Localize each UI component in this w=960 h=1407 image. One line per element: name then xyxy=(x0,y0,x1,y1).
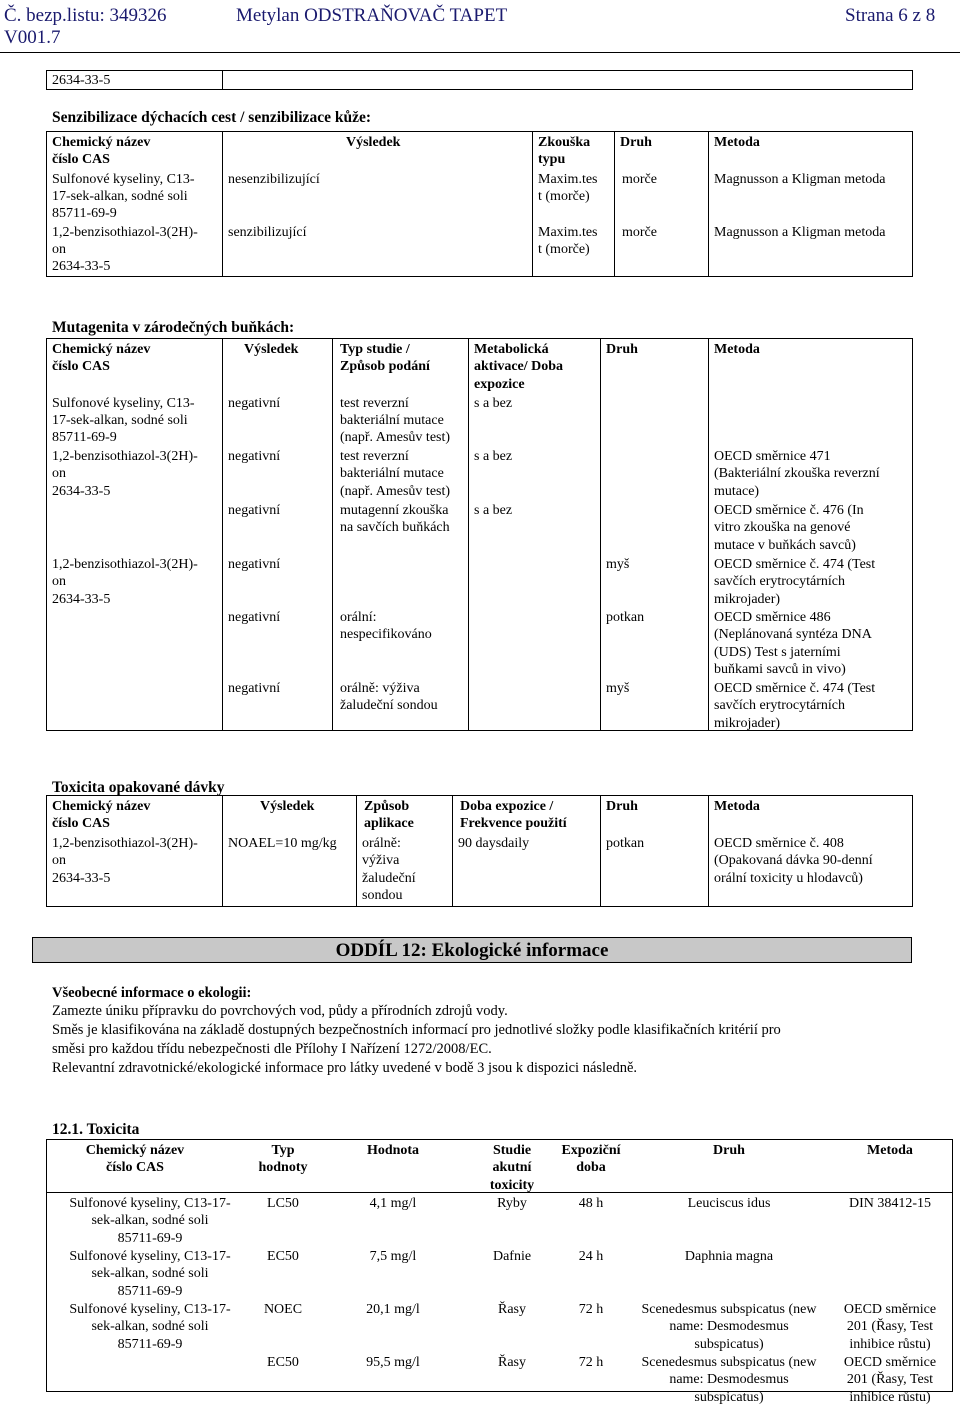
rep-name2: on xyxy=(52,853,66,868)
tox-r2-name: Sulfonové kyseliny, C13-17- xyxy=(69,1249,231,1264)
rep-route: orálně: xyxy=(362,836,401,851)
sens-row2-cas: 2634-33-5 xyxy=(52,259,111,274)
sens-row2-species: morče xyxy=(622,225,657,240)
mut-r6-method2: savčích erytrocytárních xyxy=(714,698,845,713)
mut-r2-study: test reverzní xyxy=(340,449,409,464)
mut-r5-study: orální: xyxy=(340,610,377,625)
tox-r3-value: 20,1 mg/l xyxy=(366,1302,420,1317)
sensitization-title: Senzibilizace dýchacích cest / senzibilizace kůže: xyxy=(52,109,371,126)
tox-r1-name2: sek-alkan, sodné soli xyxy=(91,1213,209,1228)
mut-r6-species: myš xyxy=(606,681,630,696)
mut-r6-study2: žaludeční sondou xyxy=(340,698,438,713)
rep-dur: 90 daysdaily xyxy=(458,836,530,851)
tox-r4-type: EC50 xyxy=(267,1355,299,1370)
page-number: Strana 6 z 8 xyxy=(845,5,936,26)
rep-species: potkan xyxy=(606,836,645,851)
mut-r6-result: negativní xyxy=(228,681,281,696)
tox-r3-method2: 201 (Řasy, Test xyxy=(846,1319,934,1334)
mut-header-method: Metoda xyxy=(714,342,760,357)
rep-header-dur2: Frekvence použití xyxy=(460,816,567,831)
mut-cas-c: 2634-33-5 xyxy=(52,592,111,607)
mut-r3-study: mutagenní zkouška xyxy=(340,503,449,518)
sens-row1-test: Maxim.tes xyxy=(538,172,598,187)
mut-r6-study: orálně: výživa xyxy=(340,681,420,696)
mut-cas-b: 2634-33-5 xyxy=(52,484,111,499)
mut-header-meta3: expozice xyxy=(474,377,525,392)
mut-r1-result: negativní xyxy=(228,396,281,411)
tox-h-type: Typ xyxy=(271,1143,295,1158)
mut-header-meta: Metabolická xyxy=(474,342,549,357)
mut-r4-result: negativní xyxy=(228,557,281,572)
eco-general-title: Všeobecné informace o ekologii: xyxy=(52,985,252,1001)
product-name: Metylan ODSTRAŇOVAČ TAPET xyxy=(236,5,508,26)
mut-cas-a: 85711-69-9 xyxy=(52,430,117,445)
mut-r3-study2: na savčích buňkách xyxy=(340,520,450,535)
mut-r5-method2: (Neplánovaná syntéza DNA xyxy=(714,627,872,642)
tox-r1-cas: 85711-69-9 xyxy=(117,1231,183,1246)
mut-r2-method2: (Bakteriální zkouška reverzní xyxy=(714,466,880,481)
tox-r3-method3: inhibice růstu) xyxy=(849,1337,931,1352)
tox-r1-type: LC50 xyxy=(267,1196,299,1211)
mut-r6-method3: mikrojader) xyxy=(714,716,781,731)
mut-r5-species: potkan xyxy=(606,610,645,625)
tox-r1-name: Sulfonové kyseliny, C13-17- xyxy=(69,1196,231,1211)
rep-route2: výživa xyxy=(362,853,400,868)
mut-header-study: Typ studie / xyxy=(340,342,410,357)
tox-r3-exp: 72 h xyxy=(578,1302,604,1317)
sens-header-species: Druh xyxy=(620,135,652,150)
rep-method3: orální toxicity u hlodavců) xyxy=(714,871,863,886)
rep-header-route: Způsob xyxy=(364,799,410,814)
rep-header-cas: číslo CAS xyxy=(52,816,110,831)
sens-header-method: Metoda xyxy=(714,135,760,150)
eco-line-4: Relevantní zdravotnické/ekologické informace pro látky uvedené v bodě 3 jsou k dispozici následně. xyxy=(52,1060,638,1076)
sens-header-name: Chemický název xyxy=(52,135,151,150)
mut-r3-method2: vitro zkouška na genové xyxy=(714,520,851,535)
mut-r3-meta: s a bez xyxy=(474,503,513,518)
header-divider xyxy=(0,52,960,53)
section12-bar xyxy=(32,937,912,963)
tox-r1-value: 4,1 mg/l xyxy=(369,1196,417,1211)
tox-h-study: Studie xyxy=(492,1143,532,1158)
mut-name-a2: 17-sek-alkan, sodné soli xyxy=(52,413,188,428)
sens-header-result: Výsledek xyxy=(346,135,401,150)
mut-name-b: 1,2-benzisothiazol-3(2H)- xyxy=(52,449,198,464)
tox-r4-species3: subspicatus) xyxy=(694,1390,764,1405)
tox-h-cas: číslo CAS xyxy=(106,1160,164,1175)
mut-name-c2: on xyxy=(52,574,66,589)
eco-line-2: Směs je klasifikována na základě dostupných bezpečnostních informací pro jednotlivé složky podle klasifikačních kritérií pro xyxy=(52,1022,781,1038)
tox-h-exp: Expoziční xyxy=(561,1143,621,1158)
sens-row2-name: 1,2-benzisothiazol-3(2H)- xyxy=(52,225,198,240)
mut-r1-study2: bakteriální mutace xyxy=(340,413,444,428)
tox-r4-method2: 201 (Řasy, Test xyxy=(846,1372,934,1387)
rep-header-result: Výsledek xyxy=(260,799,315,814)
tox-r4-species2: name: Desmodesmus xyxy=(669,1372,789,1387)
tox-r3-cas: 85711-69-9 xyxy=(117,1337,183,1352)
mut-name-b2: on xyxy=(52,466,66,481)
sens-row1-result: nesenzibilizující xyxy=(228,172,320,187)
rep-header-route2: aplikace xyxy=(364,816,414,831)
tox-r3-species: Scenedesmus subspicatus (new xyxy=(641,1302,817,1317)
rep-header-method: Metoda xyxy=(714,799,760,814)
tox-h-method: Metoda xyxy=(867,1143,913,1158)
rep-route3: žaludeční xyxy=(362,871,416,886)
mut-header-study2: Způsob podání xyxy=(340,359,430,374)
tox-r3-name: Sulfonové kyseliny, C13-17- xyxy=(69,1302,231,1317)
rep-header-name: Chemický název xyxy=(52,799,151,814)
sens-row2-result: senzibilizující xyxy=(228,225,307,240)
mut-r5-method3: (UDS) Test s jaterními xyxy=(714,645,841,660)
sds-number: Č. bezp.listu: 349326 xyxy=(4,5,167,26)
tox-r1-exp: 48 h xyxy=(578,1196,604,1211)
rep-cas: 2634-33-5 xyxy=(52,871,111,886)
tox-r2-value: 7,5 mg/l xyxy=(369,1249,417,1264)
mut-r4-method3: mikrojader) xyxy=(714,592,781,607)
tox-r4-method3: inhibice růstu) xyxy=(849,1390,931,1405)
version: V001.7 xyxy=(4,27,61,48)
tox-r1-study: Ryby xyxy=(497,1196,527,1211)
mut-r2-study3: (např. Amesův test) xyxy=(340,484,451,499)
continuation-row xyxy=(46,70,913,90)
sens-row1-cas: 85711-69-9 xyxy=(52,206,117,221)
tox-r2-name2: sek-alkan, sodné soli xyxy=(91,1266,209,1281)
mut-r2-meta: s a bez xyxy=(474,449,513,464)
mut-r5-result: negativní xyxy=(228,610,281,625)
mut-r2-method: OECD směrnice 471 xyxy=(714,449,831,464)
mut-r5-method4: buňkami savců in vivo) xyxy=(714,662,846,677)
tox-r3-study: Řasy xyxy=(498,1302,526,1317)
mut-r6-method: OECD směrnice č. 474 (Test xyxy=(714,681,876,696)
sens-header-test2: typu xyxy=(538,152,566,167)
rep-result: NOAEL=10 mg/kg xyxy=(228,836,337,851)
mut-header-meta2: aktivace/ Doba xyxy=(474,359,564,374)
sens-header-cas: číslo CAS xyxy=(52,152,110,167)
mut-r1-study: test reverzní xyxy=(340,396,409,411)
section12-title: ODDÍL 12: Ekologické informace xyxy=(335,940,609,961)
mut-r4-species: myš xyxy=(606,557,630,572)
mut-r2-result: negativní xyxy=(228,449,281,464)
rep-header-dur: Doba expozice / xyxy=(460,799,554,814)
mut-r1-meta: s a bez xyxy=(474,396,513,411)
mut-r2-method3: mutace) xyxy=(714,484,760,499)
tox-h-name: Chemický název xyxy=(85,1143,185,1158)
tox-r3-name2: sek-alkan, sodné soli xyxy=(91,1319,209,1334)
tox-r3-species3: subspicatus) xyxy=(694,1337,764,1352)
mut-header-cas: číslo CAS xyxy=(52,359,110,374)
sens-row2-test: Maxim.tes xyxy=(538,225,598,240)
mut-r3-method: OECD směrnice č. 476 (In xyxy=(714,503,864,518)
sens-row2-method: Magnusson a Kligman metoda xyxy=(714,225,886,240)
tox-h-value: Hodnota xyxy=(366,1143,420,1158)
mut-r3-result: negativní xyxy=(228,503,281,518)
tox-r4-exp: 72 h xyxy=(578,1355,604,1370)
rep-method: OECD směrnice č. 408 xyxy=(714,836,844,851)
tox-r1-species: Leuciscus idus xyxy=(687,1196,771,1211)
rep-method2: (Opakovaná dávka 90-denní xyxy=(714,853,873,868)
tox-h-study2: akutní xyxy=(492,1160,532,1175)
rep-name: 1,2-benzisothiazol-3(2H)- xyxy=(52,836,198,851)
tox-h-exp2: doba xyxy=(576,1160,606,1175)
tox-r4-value: 95,5 mg/l xyxy=(366,1355,420,1370)
mut-r1-study3: (např. Amesův test) xyxy=(340,430,451,445)
mut-r2-study2: bakteriální mutace xyxy=(340,466,444,481)
continuation-cas: 2634-33-5 xyxy=(52,73,111,88)
eco-line-3: směsi pro každou třídu nebezpečnosti dle Přílohy I Nařízení 1272/2008/EC. xyxy=(52,1041,492,1057)
tox-r1-method: DIN 38412-15 xyxy=(848,1196,932,1211)
page-header xyxy=(0,0,960,50)
mut-name-a: Sulfonové kyseliny, C13- xyxy=(52,396,195,411)
mut-r4-method2: savčích erytrocytárních xyxy=(714,574,845,589)
tox-r2-type: EC50 xyxy=(267,1249,299,1264)
sens-row1-species: morče xyxy=(622,172,657,187)
sens-header-test: Zkouška xyxy=(538,135,591,150)
mutagenicity-title: Mutagenita v zárodečných buňkách: xyxy=(52,319,295,336)
sens-row1-method: Magnusson a Kligman metoda xyxy=(714,172,886,187)
eco-line-1: Zamezte úniku přípravku do povrchových vod, půdy a přírodních zdrojů vody. xyxy=(52,1003,508,1019)
rep-route4: sondou xyxy=(362,888,403,903)
mut-r4-method: OECD směrnice č. 474 (Test xyxy=(714,557,876,572)
mut-header-result: Výsledek xyxy=(244,342,299,357)
mut-header-name: Chemický název xyxy=(52,342,151,357)
tox-r2-species: Daphnia magna xyxy=(684,1249,774,1264)
tox-r2-study: Dafnie xyxy=(492,1249,532,1264)
sens-row2-name2: on xyxy=(52,242,66,257)
tox-r2-cas: 85711-69-9 xyxy=(117,1284,183,1299)
tox-r4-study: Řasy xyxy=(498,1355,526,1370)
tox-r3-method: OECD směrnice xyxy=(843,1302,937,1317)
mut-name-c: 1,2-benzisothiazol-3(2H)- xyxy=(52,557,198,572)
sens-row1-name: Sulfonové kyseliny, C13- xyxy=(52,172,195,187)
tox-r2-exp: 24 h xyxy=(578,1249,604,1264)
toxicity-title: 12.1. Toxicita xyxy=(52,1121,140,1138)
tox-h-type2: hodnoty xyxy=(258,1160,308,1175)
repeated-title: Toxicita opakované dávky xyxy=(52,779,225,796)
tox-r3-species2: name: Desmodesmus xyxy=(669,1319,789,1334)
tox-h-study3: toxicity xyxy=(489,1178,535,1193)
mut-r5-study2: nespecifikováno xyxy=(340,627,432,642)
tox-r4-species: Scenedesmus subspicatus (new xyxy=(641,1355,817,1370)
sens-row1-test2: t (morče) xyxy=(538,189,590,204)
mut-r5-method: OECD směrnice 486 xyxy=(714,610,831,625)
sens-row2-test2: t (morče) xyxy=(538,242,590,257)
rep-header-species: Druh xyxy=(606,799,638,814)
mut-header-species: Druh xyxy=(606,342,638,357)
tox-h-species: Druh xyxy=(713,1143,745,1158)
mut-r3-method3: mutace v buňkách savců) xyxy=(714,538,856,553)
sens-row1-name2: 17-sek-alkan, sodné soli xyxy=(52,189,188,204)
tox-r3-type: NOEC xyxy=(263,1302,303,1317)
tox-r4-method: OECD směrnice xyxy=(843,1355,937,1370)
